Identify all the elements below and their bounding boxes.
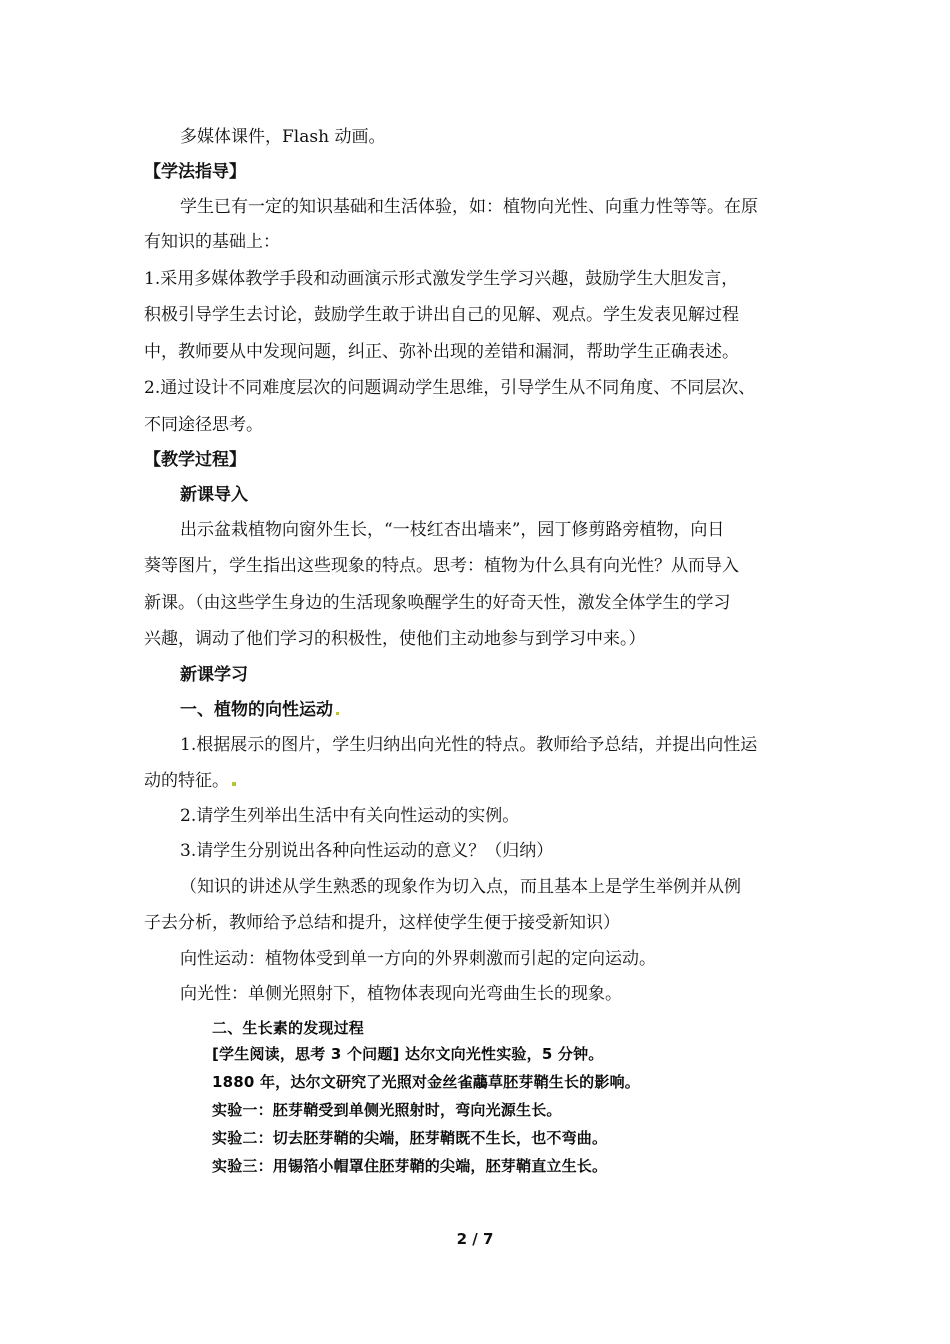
paragraph-line: （知识的讲述从学生熟悉的现象作为切入点，而且基本上是学生举例并从例: [180, 877, 741, 897]
page-number: 2 / 7: [456, 1230, 494, 1248]
paragraph-line: 有知识的基础上：: [144, 232, 280, 252]
paragraph-line: [144, 770, 236, 792]
image-text-line: 1880 年，达尔文研究了光照对金丝雀虉草胚芽鞘生长的影响。: [212, 1073, 640, 1091]
stray-dot-mark: [232, 782, 236, 786]
image-text-line: [学生阅读，思考 3 个问题] 达尔文向光性实验，5 分钟。: [212, 1045, 604, 1063]
section-heading-study-method: 【学法指导】: [144, 162, 246, 182]
definition-tropism: 向性运动：植物体受到单一方向的外界刺激而引起的定向运动。: [180, 949, 656, 969]
paragraph-line: 3.请学生分别说出各种向性运动的意义？（归纳）: [180, 841, 554, 861]
image-heading: 二、生长素的发现过程: [212, 1019, 365, 1037]
paragraph-line: 2.请学生列举出生活中有关向性运动的实例。: [180, 806, 520, 826]
paragraph-line: 1.采用多媒体教学手段和动画演示形式激发学生学习兴趣，鼓励学生大胆发言，: [144, 269, 739, 289]
paragraph-line: 多媒体课件，Flash 动画。: [180, 127, 386, 147]
image-text-line: 实验二：切去胚芽鞘的尖端，胚芽鞘既不生长，也不弯曲。: [212, 1129, 608, 1147]
paragraph-line: 兴趣，调动了他们学习的积极性，使他们主动地参与到学习中来。）: [144, 629, 646, 649]
paragraph-line: 中，教师要从中发现问题，纠正、弥补出现的差错和漏洞，帮助学生正确表述。: [144, 342, 739, 362]
subheading-new-lesson-study: 新课学习: [180, 665, 248, 685]
paragraph-line: 葵等图片，学生指出这些现象的特点。思考：植物为什么具有向光性？从而导入: [144, 556, 739, 576]
paragraph-line: 子去分析，教师给予总结和提升，这样使学生便于接受新知识）: [144, 913, 620, 933]
definition-phototropism: 向光性：单侧光照射下，植物体表现向光弯曲生长的现象。: [180, 984, 622, 1004]
paragraph-line: 2.通过设计不同难度层次的问题调动学生思维，引导学生从不同角度、不同层次、: [144, 378, 756, 398]
paragraph-line: 学生已有一定的知识基础和生活体验，如：植物向光性、向重力性等等。在原: [180, 197, 758, 217]
section-heading-teaching-process: 【教学过程】: [144, 450, 246, 470]
paragraph-line: 1.根据展示的图片，学生归纳出向光性的特点。教师给予总结，并提出向性运: [180, 735, 758, 755]
image-text-line: 实验三：用锡箔小帽罩住胚芽鞘的尖端，胚芽鞘直立生长。: [212, 1157, 608, 1175]
paragraph-line: 新课。（由这些学生身边的生活现象唤醒学生的好奇天性，激发全体学生的学习: [144, 593, 731, 613]
stray-dot-mark: [336, 712, 339, 715]
subheading-new-lesson-intro: 新课导入: [180, 485, 248, 505]
embedded-slide-image: [200, 1010, 680, 1182]
paragraph-line: 不同途径思考。: [144, 415, 263, 435]
paragraph-line-text: 动的特征。: [144, 771, 229, 791]
paragraph-line: 积极引导学生去讨论，鼓励学生敢于讲出自己的见解、观点。学生发表见解过程: [144, 305, 739, 325]
image-text-line: 实验一：胚芽鞘受到单侧光照射时，弯向光源生长。: [212, 1101, 562, 1119]
subheading-tropism-text: 一、植物的向性运动: [180, 700, 333, 720]
paragraph-line: 出示盆栽植物向窗外生长，“一枝红杏出墙来”，园丁修剪路旁植物，向日: [180, 520, 725, 540]
subheading-tropism: [180, 699, 339, 721]
